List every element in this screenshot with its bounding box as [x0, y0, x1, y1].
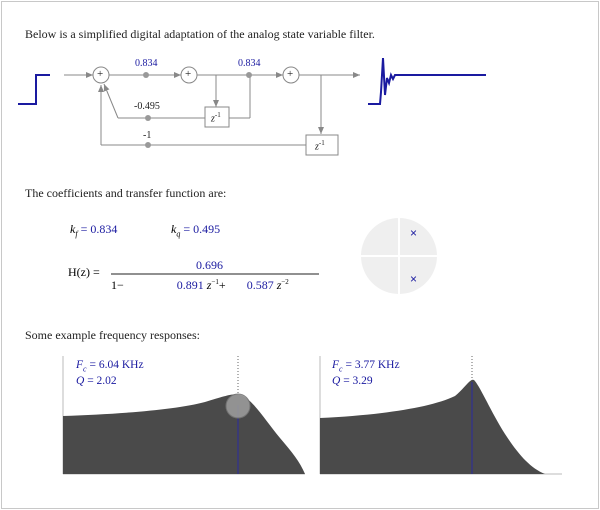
- feedback-q-label: -0.495: [134, 101, 160, 112]
- frequency-handle: [226, 394, 250, 418]
- sum-symbol-1: +: [97, 68, 104, 80]
- response-curve-1: [63, 394, 305, 474]
- frequency-response-1: [63, 356, 305, 474]
- sum-symbol-2: +: [185, 68, 192, 80]
- pole-marker-lower[interactable]: ×: [410, 272, 418, 286]
- response-curve-2: [320, 380, 545, 474]
- feedback-neg-label: -1: [143, 130, 152, 141]
- delay-label-1: $z^{-1}$: [211, 111, 221, 125]
- response-1-q: Q = 2.02: [76, 375, 117, 387]
- kf-expression: $k_f = 0.834$: [70, 222, 118, 239]
- sum-symbol-3: +: [287, 68, 294, 80]
- freq-text: Some example frequency responses:: [25, 328, 200, 342]
- coefficients-text: The coefficients and transfer function are:: [25, 186, 227, 200]
- gain-label-2: 0.834: [238, 58, 261, 69]
- pole-marker-upper[interactable]: ×: [410, 226, 418, 240]
- kq-expression: $k_q = 0.495$: [171, 222, 221, 239]
- intro-text: Below is a simplified digital adaptation of the analog state variable filter.: [25, 27, 375, 41]
- gain-label-1: 0.834: [135, 58, 158, 69]
- response-1-fc: $F_c = 6.04$ KHz: [76, 359, 144, 374]
- transfer-numerator: 0.696: [196, 258, 223, 272]
- transfer-denominator: 1− 0.891 $z^{-1}+ 0.587$ $z^{-2}$: [111, 278, 289, 292]
- transfer-lhs: H(z) =: [68, 265, 100, 279]
- response-2-q: Q = 3.29: [332, 375, 373, 387]
- frequency-response-2: [320, 356, 562, 474]
- response-2-fc: $F_c = 3.77$ KHz: [332, 359, 400, 374]
- delay-label-2: $z^{-1}$: [315, 139, 325, 153]
